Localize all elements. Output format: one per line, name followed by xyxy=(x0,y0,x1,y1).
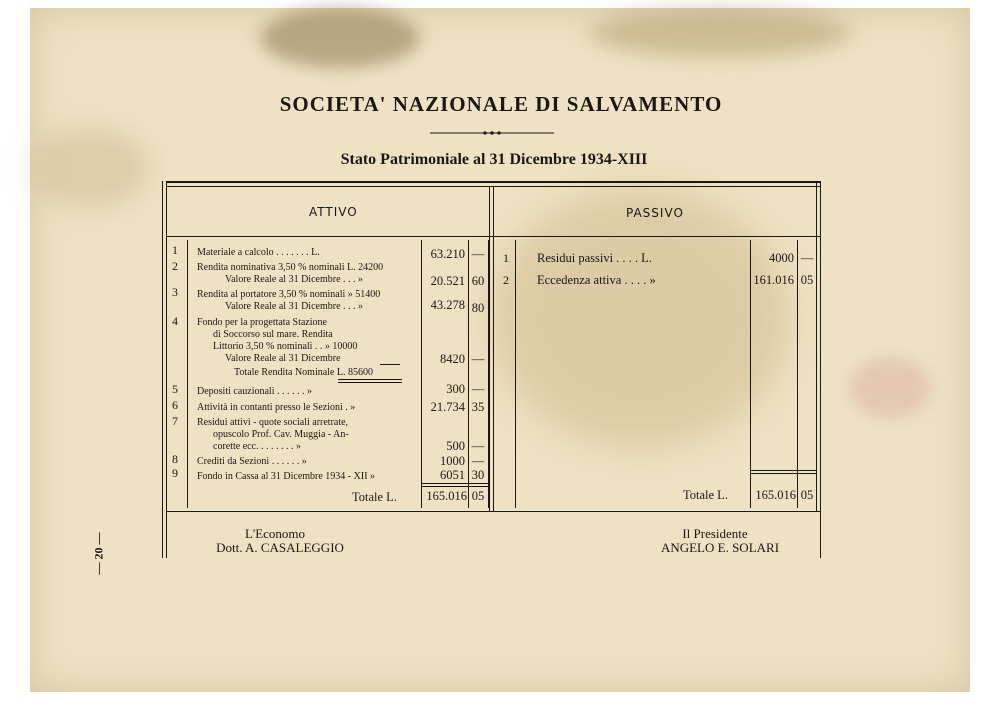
attivo-row-lire: 8420 xyxy=(440,352,465,366)
passivo-row-desc: Residui passivi . . . . L. xyxy=(537,251,652,265)
document-subtitle: Stato Patrimoniale al 31 Dicembre 1934-XIII xyxy=(340,151,648,168)
attivo-row-cent: 60 xyxy=(471,274,485,288)
attivo-row-desc: Residui attivi - quote sociali arretrate, xyxy=(197,417,349,428)
attivo-row-lire: 6051 xyxy=(440,468,465,482)
attivo-row-number: 5 xyxy=(172,382,178,396)
attivo-row-desc: Fondo in Cassa al 31 Dicembre 1934 - XII » xyxy=(197,471,376,482)
attivo-row-desc: corette ecc. . . . . . . . » xyxy=(213,441,302,452)
attivo-row-lire: 21.734 xyxy=(430,400,465,414)
attivo-row-number: 9 xyxy=(172,466,178,480)
attivo-total-cent: 05 xyxy=(471,489,485,503)
attivo-row-cent: — xyxy=(471,247,485,261)
attivo-row-number: 3 xyxy=(172,285,178,299)
attivo-row-number: 7 xyxy=(172,414,178,428)
passivo-row-cent: — xyxy=(800,251,814,265)
attivo-row-lire: 20.521 xyxy=(430,274,465,288)
passivo-row-lire: 161.016 xyxy=(753,273,794,287)
attivo-row-cent: 35 xyxy=(471,400,485,414)
passivo-row-number: 1 xyxy=(503,251,509,265)
attivo-row-number: 8 xyxy=(172,452,178,466)
attivo-header: ATTIVO xyxy=(309,205,358,219)
attivo-row-lire: 300 xyxy=(446,382,465,396)
attivo-row-lire: 500 xyxy=(446,439,465,453)
attivo-row-number: 1 xyxy=(172,243,178,257)
attivo-row-cent: — xyxy=(471,352,485,366)
attivo-row-lire: 43.278 xyxy=(430,298,465,312)
attivo-row-cent: 80 xyxy=(471,301,485,315)
economo-role: L'Economo xyxy=(244,526,306,541)
attivo-total-lire: 165.016 xyxy=(426,489,467,503)
attivo-row-number: 4 xyxy=(172,314,178,328)
document-title: SOCIETA' NAZIONALE DI SALVAMENTO xyxy=(279,92,723,116)
passivo-row-lire: 4000 xyxy=(769,251,794,265)
attivo-row-desc: Totale Rendita Nominale L. 85600 xyxy=(234,367,373,378)
attivo-row-lire: 63.210 xyxy=(430,247,465,261)
attivo-row-desc: Valore Reale al 31 Dicembre xyxy=(225,353,341,364)
passivo-row-number: 2 xyxy=(503,273,509,287)
title-ornament xyxy=(430,131,554,135)
attivo-row-desc: Littorio 3,50 % nominali . . » 10000 xyxy=(213,341,358,352)
passivo-row-desc: Eccedenza attiva . . . . » xyxy=(537,273,656,287)
attivo-row-desc: Valore Reale al 31 Dicembre . . . » xyxy=(225,301,364,312)
attivo-row-desc: Materiale a calcolo . . . . . . . L. xyxy=(197,247,320,258)
attivo-row-number: 2 xyxy=(172,259,178,273)
attivo-row-desc: Attività in contanti presso le Sezioni . » xyxy=(197,402,356,413)
passivo-header: PASSIVO xyxy=(626,206,684,220)
page-number: — 20 — xyxy=(91,532,106,575)
attivo-row-desc: opuscolo Prof. Cav. Muggia - An- xyxy=(213,429,349,440)
attivo-row-desc: Crediti da Sezioni . . . . . . » xyxy=(197,456,307,467)
attivo-row-desc: Depositi cauzionali . . . . . . » xyxy=(197,386,312,397)
attivo-row-desc: Rendita nominativa 3,50 % nominali L. 24200 xyxy=(197,262,384,273)
attivo-row-cent: — xyxy=(471,454,485,468)
attivo-row-desc: Valore Reale al 31 Dicembre . . . » xyxy=(225,274,364,285)
attivo-row-cent: — xyxy=(471,382,485,396)
passivo-row-cent: 05 xyxy=(800,273,814,287)
attivo-row-number: 6 xyxy=(172,398,178,412)
presidente-name: ANGELO E. SOLARI xyxy=(660,540,780,555)
attivo-row-desc: di Soccorso sul mare. Rendita xyxy=(213,329,333,340)
passivo-total-label: Totale L. xyxy=(683,488,728,502)
attivo-row-cent: 30 xyxy=(471,468,485,482)
passivo-total-lire: 165.016 xyxy=(755,488,796,502)
presidente-role: Il Presidente xyxy=(682,526,748,541)
attivo-row-cent: — xyxy=(471,439,485,453)
attivo-row-lire: 1000 xyxy=(440,454,465,468)
attivo-row-desc: Fondo per la progettata Stazione xyxy=(197,317,327,328)
attivo-row-desc: Rendita al portatore 3,50 % nominali » 51400 xyxy=(197,289,381,300)
economo-name: Dott. A. CASALEGGIO xyxy=(216,540,344,555)
attivo-total-label: Totale L. xyxy=(352,490,397,504)
passivo-total-cent: 05 xyxy=(800,488,814,502)
